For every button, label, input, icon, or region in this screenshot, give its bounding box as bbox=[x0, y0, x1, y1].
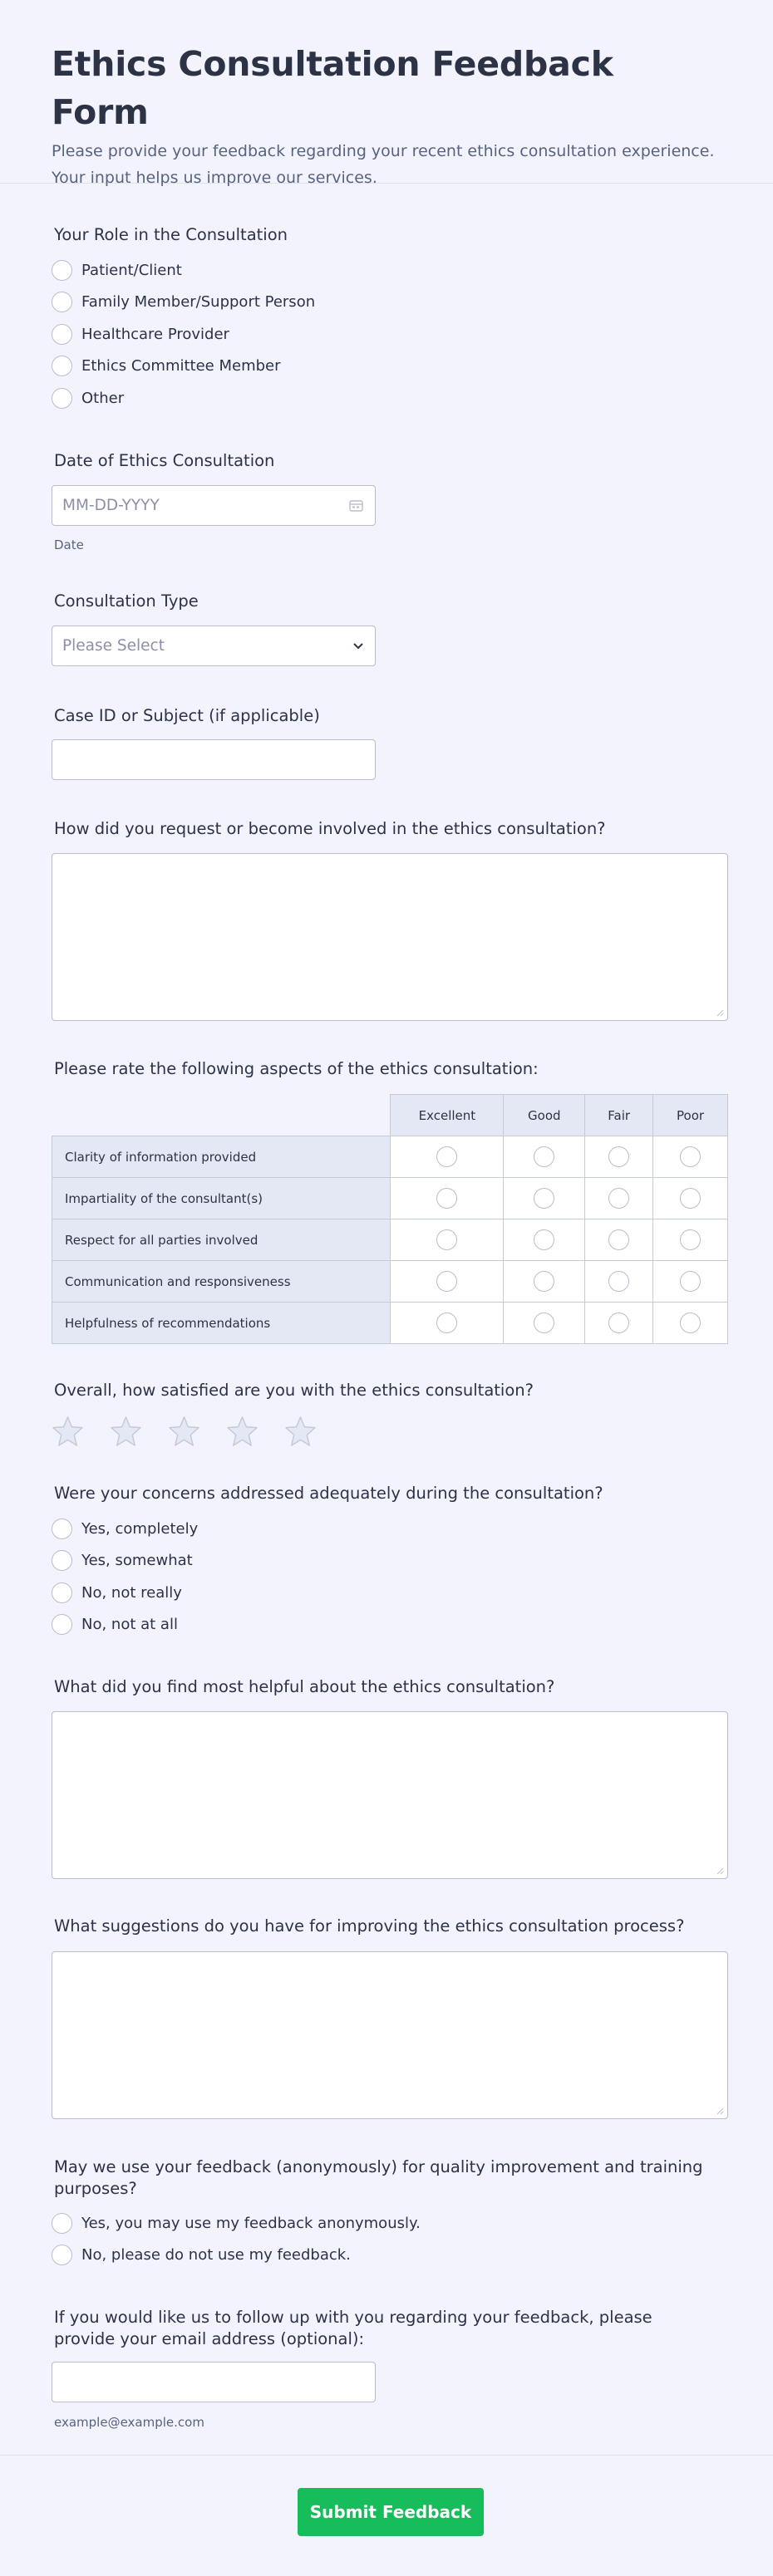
matrix-radio[interactable] bbox=[436, 1271, 457, 1292]
matrix-cell bbox=[585, 1303, 653, 1344]
matrix-radio[interactable] bbox=[534, 1271, 554, 1292]
rating-label: Please rate the following aspects of the ethics consultation: bbox=[54, 1059, 539, 1078]
concerns-option-yes-somewhat[interactable] bbox=[52, 1545, 198, 1577]
suggestions-textarea[interactable] bbox=[52, 1951, 728, 2119]
matrix-radio[interactable] bbox=[534, 1188, 554, 1209]
matrix-radio[interactable] bbox=[534, 1229, 554, 1250]
involvement-label: How did you request or become involved in the ethics consultation? bbox=[54, 819, 606, 838]
role-option-family[interactable] bbox=[52, 287, 315, 319]
matrix-cell bbox=[585, 1136, 653, 1178]
form-header bbox=[0, 0, 773, 187]
matrix-cell bbox=[585, 1261, 653, 1303]
matrix-radio[interactable] bbox=[436, 1188, 457, 1209]
radio-label: Patient/Client bbox=[81, 261, 182, 279]
matrix-row-label: Helpfulness of recommendations bbox=[52, 1303, 391, 1344]
involvement-textarea[interactable] bbox=[52, 853, 728, 1021]
radio-button[interactable] bbox=[52, 260, 72, 281]
role-option-provider[interactable] bbox=[52, 318, 315, 351]
role-option-other[interactable] bbox=[52, 382, 315, 415]
star-rating bbox=[52, 1415, 317, 1447]
radio-button[interactable] bbox=[52, 2245, 72, 2265]
matrix-column-poor: Poor bbox=[653, 1095, 728, 1136]
consultation-type-label: Consultation Type bbox=[54, 591, 199, 611]
radio-label: No, not at all bbox=[81, 1616, 178, 1634]
matrix-row bbox=[52, 1219, 728, 1261]
radio-button[interactable] bbox=[52, 1582, 72, 1603]
concerns-label: Were your concerns addressed adequately during the consultation? bbox=[54, 1484, 603, 1503]
star-icon[interactable] bbox=[52, 1415, 84, 1447]
matrix-radio[interactable] bbox=[680, 1229, 701, 1250]
matrix-row bbox=[52, 1261, 728, 1303]
followup-label: If you would like us to follow up with you regarding your feedback, please provide your email address (optional): bbox=[54, 2308, 652, 2348]
matrix-cell bbox=[391, 1219, 504, 1261]
matrix-cell bbox=[391, 1261, 504, 1303]
matrix-header-row bbox=[52, 1095, 728, 1136]
matrix-cell bbox=[504, 1178, 585, 1219]
role-section bbox=[54, 224, 288, 246]
permission-options bbox=[52, 2207, 421, 2271]
matrix-radio[interactable] bbox=[608, 1188, 629, 1209]
helpful-label: What did you find most helpful about the ethics consultation? bbox=[54, 1677, 555, 1696]
footer-divider bbox=[0, 2455, 773, 2456]
matrix-radio[interactable] bbox=[680, 1146, 701, 1167]
matrix-cell bbox=[391, 1303, 504, 1344]
permission-option-yes[interactable] bbox=[52, 2207, 421, 2240]
helpful-textarea[interactable] bbox=[52, 1711, 728, 1879]
radio-button[interactable] bbox=[52, 2213, 72, 2234]
radio-label: Family Member/Support Person bbox=[81, 293, 316, 312]
radio-label: Other bbox=[81, 389, 125, 407]
radio-label: Yes, you may use my feedback anonymously. bbox=[81, 2214, 421, 2232]
star-icon[interactable] bbox=[226, 1415, 258, 1447]
matrix-radio[interactable] bbox=[534, 1313, 554, 1333]
matrix-cell bbox=[653, 1178, 728, 1219]
matrix-row bbox=[52, 1136, 728, 1178]
matrix-cell bbox=[653, 1136, 728, 1178]
email-sublabel: example@example.com bbox=[54, 2415, 204, 2430]
matrix-cell bbox=[391, 1178, 504, 1219]
chevron-down-icon bbox=[352, 642, 364, 650]
radio-button[interactable] bbox=[52, 388, 72, 409]
star-icon[interactable] bbox=[110, 1415, 142, 1447]
consultation-type-select[interactable] bbox=[52, 626, 376, 666]
matrix-radio[interactable] bbox=[608, 1271, 629, 1292]
matrix-cell bbox=[585, 1178, 653, 1219]
radio-label: No, please do not use my feedback. bbox=[81, 2246, 351, 2264]
case-id-label: Case ID or Subject (if applicable) bbox=[54, 706, 320, 725]
matrix-cell bbox=[653, 1303, 728, 1344]
select-placeholder: Please Select bbox=[62, 637, 165, 655]
matrix-radio[interactable] bbox=[608, 1146, 629, 1167]
case-id-input[interactable] bbox=[52, 739, 376, 780]
matrix-cell bbox=[504, 1261, 585, 1303]
matrix-radio[interactable] bbox=[680, 1271, 701, 1292]
resize-handle-icon[interactable] bbox=[716, 1009, 724, 1017]
matrix-radio[interactable] bbox=[436, 1229, 457, 1250]
matrix-row-label: Impartiality of the consultant(s) bbox=[52, 1178, 391, 1219]
suggestions-label: What suggestions do you have for improving the ethics consultation process? bbox=[54, 1916, 685, 1936]
date-sublabel: Date bbox=[54, 537, 84, 552]
radio-label: Yes, somewhat bbox=[81, 1552, 193, 1570]
concerns-options bbox=[52, 1513, 198, 1641]
radio-button[interactable] bbox=[52, 1614, 72, 1635]
matrix-row-label: Respect for all parties involved bbox=[52, 1219, 391, 1261]
matrix-cell bbox=[504, 1136, 585, 1178]
matrix-radio[interactable] bbox=[608, 1313, 629, 1333]
matrix-row-label: Clarity of information provided bbox=[52, 1136, 391, 1178]
concerns-option-not-at-all[interactable] bbox=[52, 1609, 198, 1641]
satisfaction-label: Overall, how satisfied are you with the ethics consultation? bbox=[54, 1381, 534, 1400]
resize-handle-icon[interactable] bbox=[716, 1867, 724, 1875]
matrix-radio[interactable] bbox=[436, 1313, 457, 1333]
radio-button[interactable] bbox=[52, 1519, 72, 1539]
matrix-row bbox=[52, 1303, 728, 1344]
matrix-cell bbox=[653, 1261, 728, 1303]
role-option-patient[interactable] bbox=[52, 254, 315, 287]
matrix-cell bbox=[653, 1219, 728, 1261]
radio-label: Yes, completely bbox=[81, 1519, 199, 1538]
radio-button[interactable] bbox=[52, 1550, 72, 1571]
radio-button[interactable] bbox=[52, 356, 72, 376]
radio-button[interactable] bbox=[52, 292, 72, 312]
matrix-cell bbox=[585, 1219, 653, 1261]
concerns-option-not-really[interactable] bbox=[52, 1577, 198, 1609]
matrix-column-excellent: Excellent bbox=[391, 1095, 504, 1136]
date-input[interactable] bbox=[52, 485, 376, 526]
role-label: Your Role in the Consultation bbox=[54, 225, 288, 244]
role-options bbox=[52, 254, 315, 415]
form-title: Ethics Consultation Feedback Form bbox=[52, 44, 613, 132]
radio-button[interactable] bbox=[52, 324, 72, 345]
permission-label: May we use your feedback (anonymously) for quality improvement and training purposes? bbox=[54, 2157, 703, 2198]
resize-handle-icon[interactable] bbox=[716, 2107, 724, 2115]
form-subtitle: Please provide your feedback regarding your recent ethics consultation experience. Your input helps us improve our services. bbox=[52, 142, 715, 187]
rating-matrix bbox=[52, 1094, 728, 1344]
star-icon[interactable] bbox=[284, 1415, 317, 1447]
matrix-cell bbox=[504, 1303, 585, 1344]
matrix-corner bbox=[52, 1095, 391, 1136]
matrix-row bbox=[52, 1178, 728, 1219]
concerns-option-yes-completely[interactable] bbox=[52, 1513, 198, 1545]
permission-option-no[interactable] bbox=[52, 2240, 421, 2272]
matrix-radio[interactable] bbox=[436, 1146, 457, 1167]
role-option-committee[interactable] bbox=[52, 351, 315, 383]
email-field[interactable] bbox=[52, 2362, 376, 2402]
calendar-icon[interactable] bbox=[349, 499, 363, 512]
matrix-cell bbox=[391, 1136, 504, 1178]
matrix-radio[interactable] bbox=[680, 1313, 701, 1333]
matrix-column-fair: Fair bbox=[585, 1095, 653, 1136]
matrix-column-good: Good bbox=[504, 1095, 585, 1136]
matrix-radio[interactable] bbox=[680, 1188, 701, 1209]
matrix-cell bbox=[504, 1219, 585, 1261]
matrix-row-label: Communication and responsiveness bbox=[52, 1261, 391, 1303]
radio-label: No, not really bbox=[81, 1583, 182, 1602]
matrix-radio[interactable] bbox=[608, 1229, 629, 1250]
radio-label: Ethics Committee Member bbox=[81, 357, 281, 375]
radio-label: Healthcare Provider bbox=[81, 325, 229, 343]
matrix-radio[interactable] bbox=[534, 1146, 554, 1167]
submit-button[interactable]: Submit Feedback bbox=[298, 2488, 484, 2536]
star-icon[interactable] bbox=[168, 1415, 200, 1447]
date-placeholder: MM-DD-YYYY bbox=[62, 497, 160, 514]
date-label: Date of Ethics Consultation bbox=[54, 451, 275, 470]
